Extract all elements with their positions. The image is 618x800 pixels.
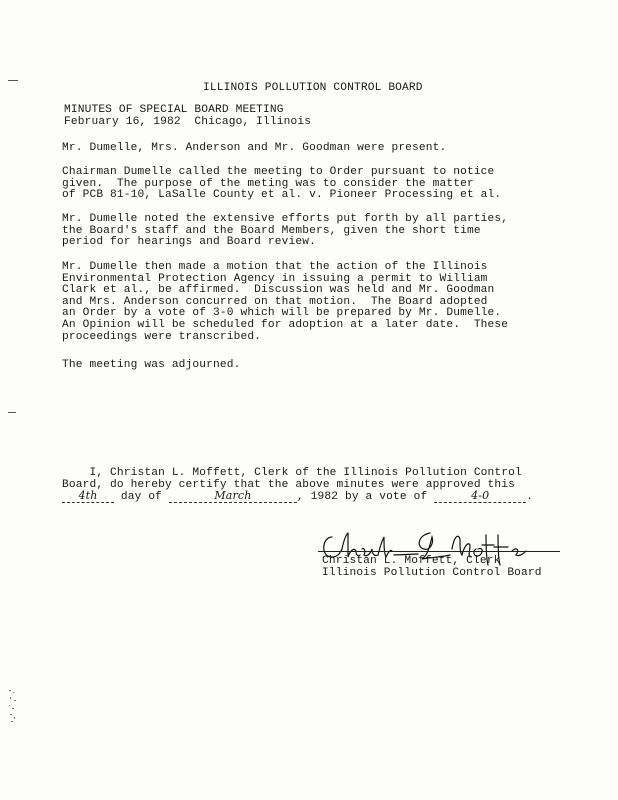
cert-line-2: Board, do hereby certify that the above minutes were approved this bbox=[62, 478, 515, 491]
cert-day-of: day of bbox=[114, 491, 169, 504]
text-line: proceedings were transcribed. bbox=[62, 330, 262, 343]
scan-dots-graphic bbox=[8, 688, 20, 724]
signature-line bbox=[318, 551, 560, 552]
vote-handwritten-field: 4-0 bbox=[434, 491, 526, 503]
text-line: Mr. Dumelle noted the extensive efforts put forth by all parties, bbox=[62, 213, 509, 225]
text-line: Mr. Dumelle, Mrs. Anderson and Mr. Goodman were present. bbox=[62, 142, 447, 154]
cert-vote-of: , 1982 by a vote of bbox=[296, 491, 435, 504]
text-line: Clark et al., be affirmed. Discussion was held and Mr. Goodman bbox=[62, 284, 495, 297]
text-line: Mr. Dumelle then made a motion that the action of the Illinois bbox=[62, 261, 488, 273]
month-handwritten-field: March bbox=[169, 491, 297, 503]
text-line: period for hearings and Board review. bbox=[62, 236, 316, 249]
minutes-date: February 16, 1982 Chicago, Illinois bbox=[64, 116, 312, 128]
signer-board: Illinois Pollution Control Board bbox=[322, 567, 542, 579]
text-line: an Order by a vote of 3-0 which will be prepared by Mr. Dumelle. bbox=[62, 307, 502, 320]
paragraph-present bbox=[62, 143, 446, 155]
paragraph-adjourned bbox=[62, 360, 240, 372]
text-line: and Mrs. Anderson concurred on that motion. The Board adopted bbox=[62, 295, 488, 308]
scan-mark-top bbox=[8, 80, 18, 81]
minutes-heading: MINUTES OF SPECIAL BOARD MEETING bbox=[64, 104, 284, 116]
paragraph-noted bbox=[62, 214, 508, 249]
paragraph-motion bbox=[62, 262, 508, 343]
text-line: The meeting was adjourned. bbox=[62, 359, 241, 371]
signer-block bbox=[322, 555, 542, 579]
paragraph-chairman bbox=[62, 167, 501, 202]
text-line: An Opinion will be scheduled for adoption at a later date. These bbox=[62, 318, 509, 331]
certification-block bbox=[62, 468, 533, 504]
cert-end: . bbox=[526, 491, 534, 504]
text-line: given. The purpose of the meting was to consider the matter bbox=[62, 177, 474, 190]
board-title: ILLINOIS POLLUTION CONTROL BOARD bbox=[203, 82, 423, 94]
cert-line-3 bbox=[62, 491, 533, 504]
signer-name: Christan L. Moffett, Clerk bbox=[322, 555, 501, 567]
day-handwritten-field: 4th bbox=[62, 491, 114, 503]
text-line: of PCB 81-10, LaSalle County et al. v. Pioneer Processing et al. bbox=[62, 189, 502, 202]
scan-mark-middle bbox=[8, 412, 16, 413]
text-line: the Board's staff and the Board Members, given the short time bbox=[62, 224, 481, 237]
text-line: Environmental Protection Agency in issuing a permit to William bbox=[62, 272, 488, 285]
cert-line-1: I, Christan L. Moffett, Clerk of the Illinois Pollution Control bbox=[62, 467, 522, 479]
text-line: Chairman Dumelle called the meeting to Order pursuant to notice bbox=[62, 166, 495, 178]
